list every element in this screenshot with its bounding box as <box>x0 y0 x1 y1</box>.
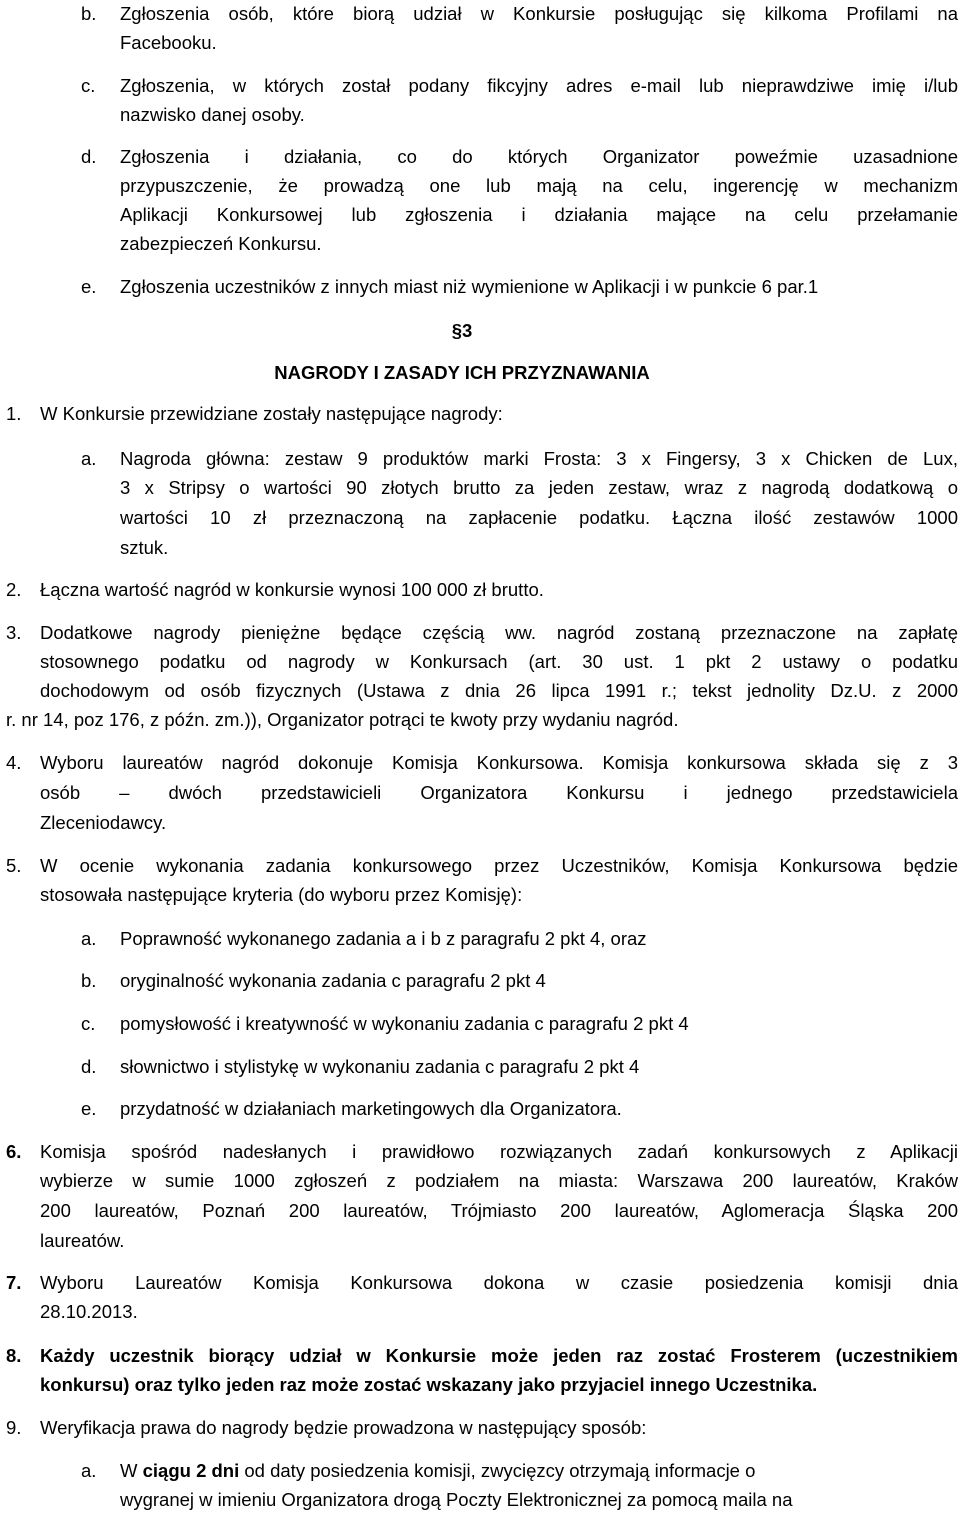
paragraph-line: dochodowym od osób fizycznych (Ustawa z dnia 26 lipca 1991 r.; tekst jednolity Dz.U. z 2000 <box>40 680 958 701</box>
paragraph-line: Łączna wartość nagród w konkursie wynosi 100 000 zł brutto. <box>40 579 544 600</box>
paragraph-line: słownictwo i stylistykę w wykonaniu zadania c paragrafu 2 pkt 4 <box>120 1056 640 1077</box>
list-marker: c. <box>81 75 96 96</box>
paragraph-line: W ocenie wykonania zadania konkursowego przez Uczestników, Komisja Konkursowa będzie <box>40 855 958 876</box>
paragraph-line: Zgłoszenia osób, które biorą udział w Konkursie posługując się kilkoma Profilami na <box>120 3 958 24</box>
paragraph-line: Weryfikacja prawa do nagrody będzie prowadzona w następujący sposób: <box>40 1417 647 1438</box>
paragraph-line <box>120 1462 755 1481</box>
paragraph-line: nazwisko danej osoby. <box>120 104 305 125</box>
list-marker: 8. <box>6 1345 22 1366</box>
paragraph-line: Zleceniodawcy. <box>40 812 167 833</box>
text-run: W <box>120 1460 143 1481</box>
paragraph-line: Wyboru laureatów nagród dokonuje Komisja Konkursowa. Komisja konkursowa składa się z 3 <box>40 752 958 773</box>
list-marker: 9. <box>6 1417 22 1438</box>
list-marker: b. <box>81 3 97 24</box>
paragraph-line: Facebooku. <box>120 32 217 53</box>
list-marker: d. <box>81 146 97 167</box>
paragraph-line: przypuszczenie, że prowadzą one lub mają na celu, ingerencję w mechanizm <box>120 175 958 196</box>
paragraph-line: Zgłoszenia uczestników z innych miast niż wymienione w Aplikacji i w punkcie 6 par.1 <box>120 276 819 297</box>
list-marker: 4. <box>6 752 22 773</box>
paragraph-line: Komisja spośród nadesłanych i prawidłowo rozwiązanych zadań konkursowych z Aplikacji <box>40 1141 958 1162</box>
paragraph-line: 3 x Stripsy o wartości 90 złotych brutto za jeden zestaw, wraz z nagrodą dodatkową o <box>120 477 958 498</box>
paragraph-line: oryginalność wykonania zadania c paragrafu 2 pkt 4 <box>120 970 546 991</box>
list-marker: a. <box>81 928 97 949</box>
paragraph-line: 28.10.2013. <box>40 1301 138 1322</box>
paragraph-line: zabezpieczeń Konkursu. <box>120 233 322 254</box>
paragraph-line: przydatność w działaniach marketingowych dla Organizatora. <box>120 1098 622 1119</box>
list-marker: c. <box>81 1013 96 1034</box>
paragraph-line: sztuk. <box>120 537 169 558</box>
paragraph-line: osób – dwóch przedstawicieli Organizatora Konkursu i jednego przedstawiciela <box>40 782 958 803</box>
paragraph-line: konkursu) oraz tylko jeden raz może zostać wskazany jako przyjaciel innego Uczestnika. <box>40 1374 818 1395</box>
list-marker: d. <box>81 1056 97 1077</box>
list-marker: 5. <box>6 855 22 876</box>
list-marker: e. <box>81 276 97 297</box>
paragraph-line: Aplikacji Konkursowej lub zgłoszenia i działania mające na celu przełamanie <box>120 204 958 225</box>
paragraph-line: wygranej w imieniu Organizatora drogą Poczty Elektronicznej za pomocą maila na <box>120 1489 793 1510</box>
paragraph-line: wybierze w sumie 1000 zgłoszeń z podziałem na miasta: Warszawa 200 laureatów, Kraków <box>40 1170 958 1191</box>
list-marker: 6. <box>6 1141 22 1162</box>
list-marker: b. <box>81 970 97 991</box>
paragraph-line: wartości 10 zł przeznaczoną na zapłacenie podatku. Łączna ilość zestawów 1000 <box>120 507 958 528</box>
list-marker: a. <box>81 1460 97 1481</box>
section-title: NAGRODY I ZASADY ICH PRZYZNAWANIA <box>274 362 650 383</box>
paragraph-line: Dodatkowe nagrody pieniężne będące częścią ww. nagród zostaną przeznaczone na zapłatę <box>40 622 958 643</box>
paragraph-line: Nagroda główna: zestaw 9 produktów marki Frosta: 3 x Fingersy, 3 x Chicken de Lux, <box>120 448 958 469</box>
paragraph-line: r. nr 14, poz 176, z późn. zm.)), Organizator potrąci te kwoty przy wydaniu nagród. <box>6 709 679 730</box>
paragraph-line: 200 laureatów, Poznań 200 laureatów, Trójmiasto 200 laureatów, Aglomeracja Śląska 200 <box>40 1200 958 1221</box>
emphasis-text: ciągu 2 dni <box>142 1460 240 1481</box>
list-marker: 3. <box>6 622 22 643</box>
list-marker: 2. <box>6 579 22 600</box>
list-marker: e. <box>81 1098 97 1119</box>
paragraph-line: pomysłowość i kreatywność w wykonaniu zadania c paragrafu 2 pkt 4 <box>120 1013 689 1034</box>
list-marker: 1. <box>6 403 22 424</box>
list-marker: a. <box>81 448 97 469</box>
paragraph-line: Wyboru Laureatów Komisja Konkursowa dokona w czasie posiedzenia komisji dnia <box>40 1272 958 1293</box>
paragraph-line: Zgłoszenia i działania, co do których Organizator poweźmie uzasadnione <box>120 146 958 167</box>
text-run: od daty posiedzenia komisji, zwycięzcy otrzymają informacje o <box>239 1460 756 1481</box>
paragraph-line: Poprawność wykonanego zadania a i b z paragrafu 2 pkt 4, oraz <box>120 928 647 949</box>
paragraph-line: W Konkursie przewidziane zostały następujące nagrody: <box>40 403 503 424</box>
section-number: §3 <box>451 320 473 341</box>
paragraph-line: stosowała następujące kryteria (do wyboru przez Komisję): <box>40 884 523 905</box>
paragraph-line: stosownego podatku od nagrody w Konkursach (art. 30 ust. 1 pkt 2 ustawy o podatku <box>40 651 958 672</box>
paragraph-line: Zgłoszenia, w których został podany fikcyjny adres e-mail lub nieprawdziwe imię i/lub <box>120 75 958 96</box>
paragraph-line: Każdy uczestnik biorący udział w Konkursie może jeden raz zostać Frosterem (uczestnikiem <box>40 1345 958 1366</box>
paragraph-line: laureatów. <box>40 1230 125 1251</box>
list-marker: 7. <box>6 1272 22 1293</box>
